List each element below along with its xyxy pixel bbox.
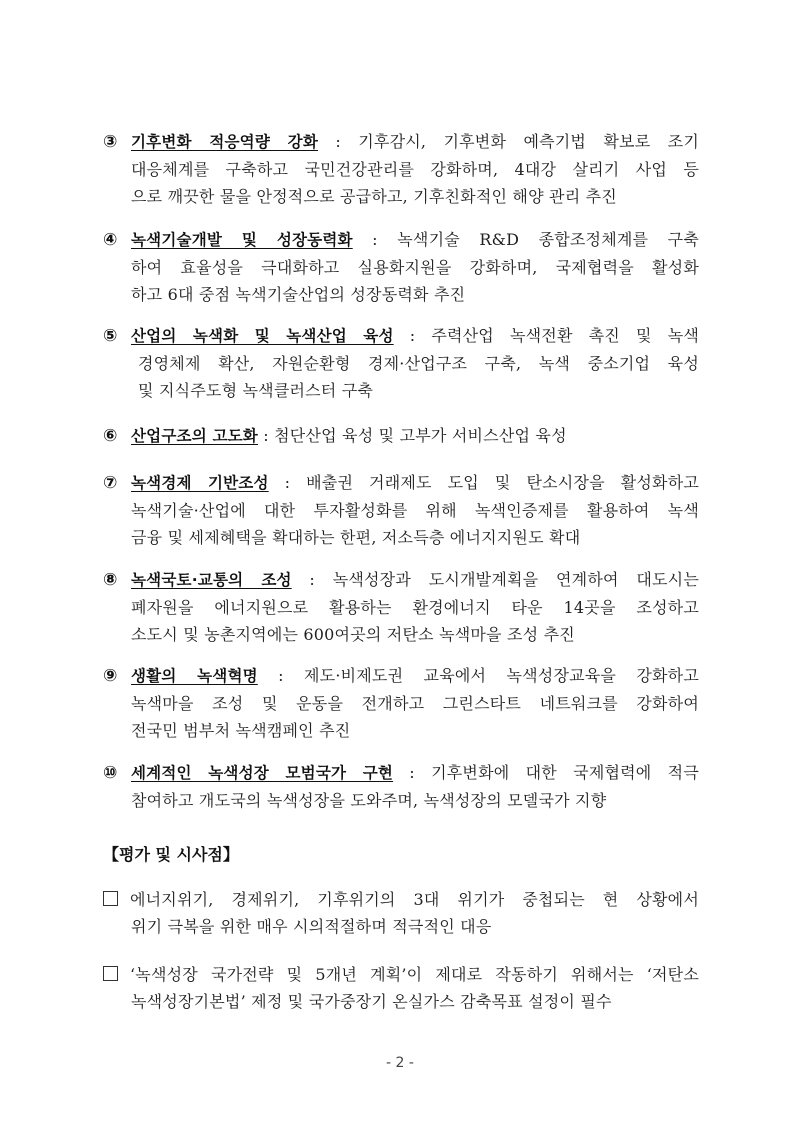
item-first-line (103, 422, 699, 450)
item-first-line (103, 662, 699, 690)
item-title: 기후변화 적응역량 강화 (131, 133, 319, 151)
item-text: : 첨단산업 육성 및 고부가 서비스산업 육성 (257, 426, 567, 445)
point-text: ‘녹색성장 국가전략 및 5개년 계획’이 제대로 작동하기 위해서는 ‘저탄소 (130, 965, 699, 984)
item-text: 경영체제 확산, 자원순환형 경제·산업구조 구축, 녹색 중소기업 육성 (138, 354, 699, 373)
checkbox-bullet-icon (103, 891, 118, 906)
list-item-7 (103, 469, 699, 551)
evaluation-point-1 (103, 886, 699, 940)
item-title: 녹색기술개발 및 성장동력화 (131, 231, 353, 249)
item-text: : 주력산업 녹색전환 촉진 및 녹색 (393, 326, 700, 345)
list-item-5 (103, 322, 699, 404)
item-text: : 녹색성장과 도시개발계획을 연계하여 대도시는 (291, 570, 699, 589)
item-text: 녹색기술·산업에 대한 투자활성화를 위해 녹색인증제를 활용하여 녹색 (131, 501, 699, 520)
evaluation-point-2 (103, 961, 699, 1015)
item-number: ⑦ (103, 473, 118, 493)
item-text: : 녹색기술 R&D 종합조정체계를 구축 (352, 230, 699, 249)
item-number: ③ (103, 132, 118, 152)
item-number: ⑨ (103, 666, 118, 686)
item-text: 전국민 범부처 녹색캠페인 추진 (131, 721, 351, 740)
item-title: 녹색국토·교통의 조성 (131, 571, 292, 589)
item-number: ⑥ (103, 426, 118, 446)
item-number: ⑤ (103, 326, 118, 346)
item-text: 녹색마을 조성 및 운동을 전개하고 그린스타트 네트워크를 강화하여 (131, 694, 699, 713)
item-text: 및 지식주도형 녹색클러스터 구축 (138, 381, 374, 400)
item-text: 하고 6대 중점 녹색기술산업의 성장동력화 추진 (131, 285, 466, 304)
item-text: : 기후변화에 대한 국제협력에 적극 (393, 763, 699, 782)
point-text: 에너지위기, 경제위기, 기후위기의 3대 위기가 중첩되는 현 상황에서 (130, 890, 699, 909)
item-text: : 기후감시, 기후변화 예측기법 확보로 조기 (318, 132, 699, 151)
item-first-line (103, 759, 699, 787)
point-text: 녹색성장기본법’ 제정 및 국가중장기 온실가스 감축목표 설정이 필수 (131, 992, 612, 1011)
checkbox-bullet-icon (103, 966, 118, 981)
item-text: 참여하고 개도국의 녹색성장을 도와주며, 녹색성장의 모델국가 지향 (131, 791, 607, 810)
point-first-line (103, 886, 699, 913)
item-first-line (103, 128, 699, 156)
item-first-line (103, 226, 699, 254)
list-item-8 (103, 566, 699, 648)
item-text: 폐자원을 에너지원으로 활용하는 환경에너지 타운 14곳을 조성하고 (131, 598, 699, 617)
item-title: 산업의 녹색화 및 녹색산업 육성 (131, 327, 394, 345)
list-item-3 (103, 128, 699, 210)
point-text: 위기 극복을 위한 매우 시의적절하며 적극적인 대응 (131, 917, 492, 936)
list-item-9 (103, 662, 699, 744)
list-item-6 (103, 422, 699, 450)
item-text: 하여 효율성을 극대화하고 실용화지원을 강화하며, 국제협력을 활성화 (131, 258, 699, 277)
item-text: 금융 및 세제혜택을 확대하는 한편, 저소득층 에너지지원도 확대 (131, 528, 581, 547)
item-first-line (103, 469, 699, 497)
item-number: ⑧ (103, 570, 118, 590)
item-title: 녹색경제 기반조성 (131, 474, 269, 492)
item-title: 산업구조의 고도화 (131, 427, 258, 445)
item-first-line (103, 322, 699, 350)
item-first-line (103, 566, 699, 594)
point-first-line (103, 961, 699, 988)
item-text: 소도시 및 농촌지역에는 600여곳의 저탄소 녹색마을 조성 추진 (131, 625, 575, 644)
item-text: : 배출권 거래제도 도입 및 탄소시장을 활성화하고 (268, 473, 700, 492)
item-number: ④ (103, 230, 118, 250)
page-number: - 2 - (386, 1055, 414, 1071)
list-item-4 (103, 226, 699, 308)
item-title: 생활의 녹색혁명 (131, 667, 258, 685)
item-text: 대응체계를 구축하고 국민건강관리를 강화하며, 4대강 살리기 사업 등 (131, 160, 699, 179)
item-text: : 제도·비제도권 교육에서 녹색성장교육을 강화하고 (257, 666, 699, 685)
section-heading: 【평가 및 시사점】 (103, 845, 239, 864)
list-item-10 (103, 759, 699, 814)
item-title: 세계적인 녹색성장 모범국가 구현 (131, 764, 394, 782)
item-text: 으로 깨끗한 물을 안정적으로 공급하고, 기후친화적인 해양 관리 추진 (131, 187, 617, 206)
item-number: ⑩ (103, 763, 118, 783)
